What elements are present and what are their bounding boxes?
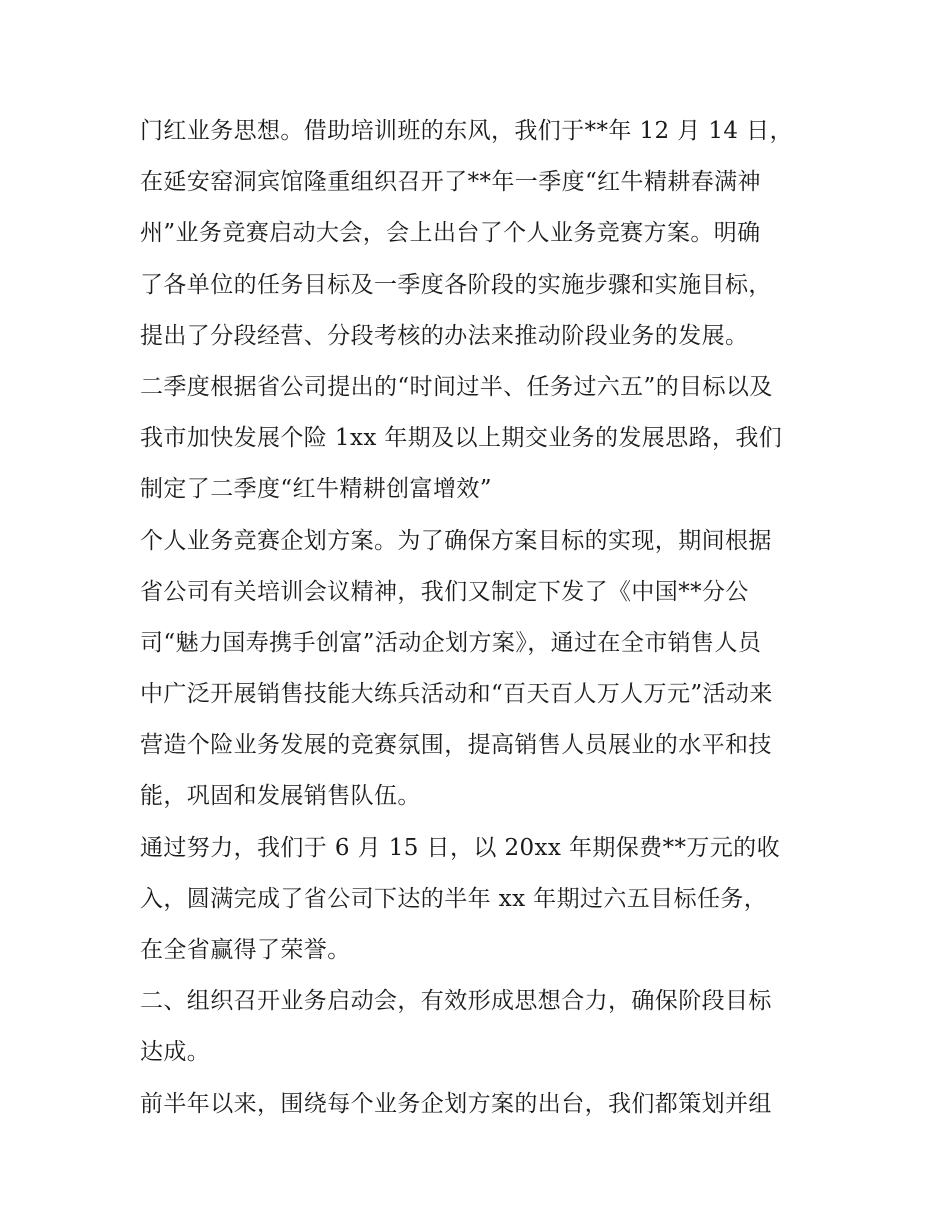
- text-line: 提出了分段经营、分段考核的办法来推动阶段业务的发展。: [140, 322, 749, 349]
- text-line: 通过努力，我们于 6 月 15 日，以 20xx 年期保费**万元的收: [140, 834, 780, 861]
- text-line: 前半年以来，围绕每个业务企划方案的出台，我们都策划并组: [140, 1090, 772, 1117]
- text-line: 司“魅力国寿携手创富”活动企划方案》，通过在全市销售人员: [140, 629, 762, 656]
- text-line: 省公司有关培训会议精神，我们又制定下发了《中国**分公: [140, 578, 749, 605]
- text-line: 门红业务思想。借助培训班的东风，我们于**年 12 月 14 日，: [140, 118, 793, 144]
- section-heading: 二、组织召开业务启动会，有效形成思想合力，确保阶段目标: [140, 988, 772, 1015]
- text-line: 入，圆满完成了省公司下达的半年 xx 年期过六五目标任务，: [140, 885, 768, 912]
- text-line: 在延安窑洞宾馆隆重组织召开了**年一季度“红牛精耕春满神: [140, 169, 761, 196]
- text-line: 个人业务竞赛企划方案。为了确保方案目标的实现，期间根据: [140, 527, 772, 554]
- text-line: 二季度根据省公司提出的“时间过半、任务过六五”的目标以及: [140, 373, 773, 400]
- text-line: 营造个险业务发展的竞赛氛围，提高销售人员展业的水平和技: [140, 732, 772, 759]
- text-line: 能，巩固和发展销售队伍。: [140, 783, 421, 810]
- text-line: 在全省赢得了荣誉。: [140, 937, 351, 963]
- text-line: 中广泛开展销售技能大练兵活动和“百天百人万人万元”活动来: [140, 681, 773, 708]
- section-heading-continued: 达成。: [140, 1039, 211, 1066]
- text-line: 制定了二季度“红牛精耕创富增效”: [140, 476, 492, 503]
- text-line: 了各单位的任务目标及一季度各阶段的实施步骤和实施目标，: [140, 271, 772, 298]
- document-body: [140, 106, 830, 1130]
- text-line: 我市加快发展个险 1xx 年期及以上期交业务的发展思路，我们: [140, 425, 783, 452]
- text-line: 州”业务竞赛启动大会，会上出台了个人业务竞赛方案。明确: [140, 220, 761, 247]
